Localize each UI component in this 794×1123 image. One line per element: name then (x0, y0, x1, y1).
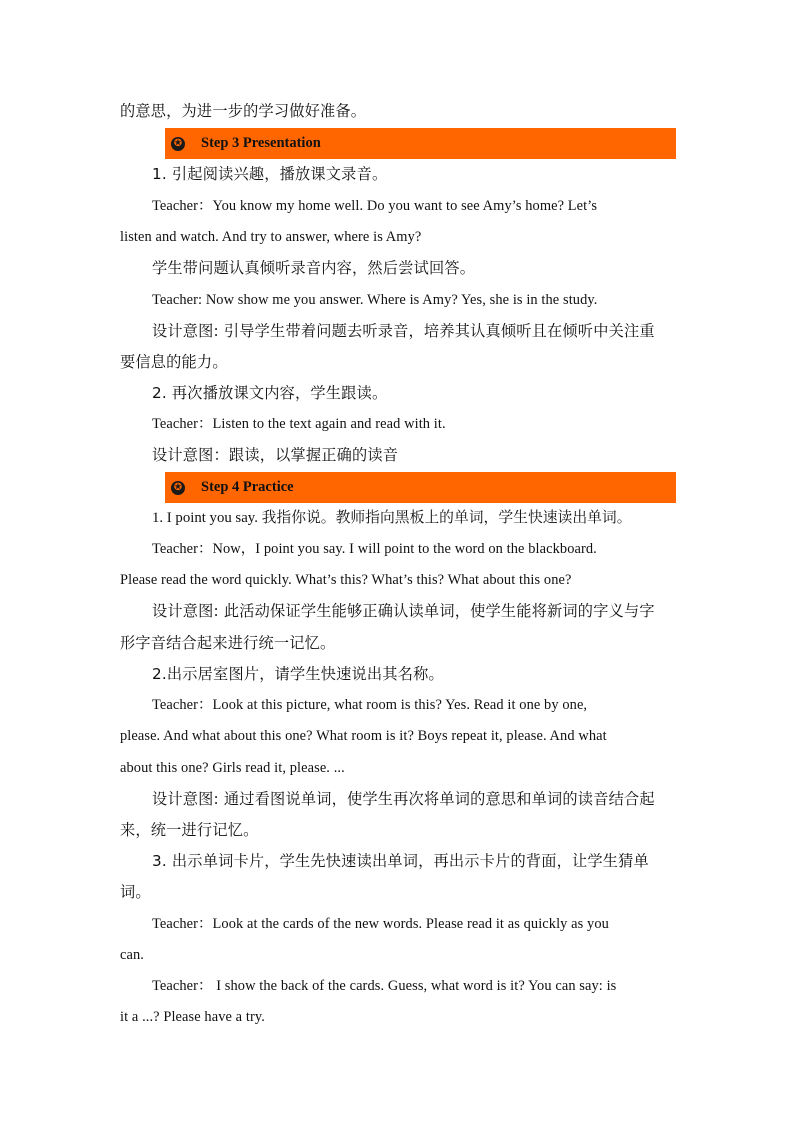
paragraph-line: 要信息的能力。 (120, 353, 228, 371)
paragraph-line: Teacher： I show the back of the cards. Guess, what word is it? You can say: is (152, 978, 617, 994)
paragraph-line: 词。 (120, 883, 151, 901)
paragraph-line: Teacher：You know my home well. Do you want to see Amy’s home? Let’s (152, 198, 598, 214)
paragraph-line: 设计意图: 此活动保证学生能够正确认读单词，使学生能将新词的字义与字 (152, 602, 655, 620)
section-banner-step3 (165, 128, 676, 159)
paragraph-line: it a ...? Please have a try. (120, 1009, 265, 1025)
paragraph-line: 的意思，为进一步的学习做好准备。 (120, 102, 367, 120)
paragraph-line: 1. 引起阅读兴趣，播放课文录音。 (152, 165, 388, 183)
paragraph-line: can. (120, 947, 144, 963)
section-banner-step4 (165, 472, 676, 503)
section-title: Step 4 Practice (201, 479, 294, 495)
paragraph-line: 3. 出示单词卡片，学生先快速读出单词，再出示卡片的背面，让学生猜单 (152, 852, 649, 870)
paragraph-line: about this one? Girls read it, please. ... (120, 760, 345, 776)
paragraph-line: 2.出示居室图片，请学生快速说出其名称。 (152, 665, 444, 683)
paragraph-line: 来，统一进行记忆。 (120, 821, 259, 839)
paragraph-line: Teacher：Listen to the text again and read with it. (152, 416, 446, 432)
section-title: Step 3 Presentation (201, 135, 321, 151)
paragraph-line: Teacher：Now，I point you say. I will point to the word on the blackboard. (152, 541, 597, 557)
star-circle-icon: ✪ (171, 481, 185, 495)
paragraph-line: 设计意图：跟读，以掌握正确的读音 (152, 446, 399, 464)
paragraph-line: Teacher：Look at this picture, what room is this? Yes. Read it one by one, (152, 697, 588, 713)
paragraph-line: 形字音结合起来进行统一记忆。 (120, 634, 336, 652)
paragraph-line: Teacher：Look at the cards of the new words. Please read it as quickly as you (152, 916, 609, 932)
paragraph-line: 学生带问题认真倾听录音内容，然后尝试回答。 (152, 259, 476, 277)
paragraph-line: Please read the word quickly. What’s this? What’s this? What about this one? (120, 572, 572, 588)
paragraph-line: 1. I point you say. 我指你说。教师指向黑板上的单词，学生快速读出单词。 (152, 510, 632, 526)
star-circle-icon: ✪ (171, 137, 185, 151)
paragraph-line: 设计意图: 通过看图说单词，使学生再次将单词的意思和单词的读音结合起 (152, 790, 655, 808)
paragraph-line: 设计意图: 引导学生带着问题去听录音，培养其认真倾听且在倾听中关注重 (152, 322, 655, 340)
paragraph-line: listen and watch. And try to answer, where is Amy? (120, 229, 422, 245)
paragraph-line: Teacher: Now show me you answer. Where is Amy? Yes, she is in the study. (152, 292, 598, 308)
paragraph-line: please. And what about this one? What room is it? Boys repeat it, please. And what (120, 728, 607, 744)
paragraph-line: 2. 再次播放课文内容，学生跟读。 (152, 384, 388, 402)
